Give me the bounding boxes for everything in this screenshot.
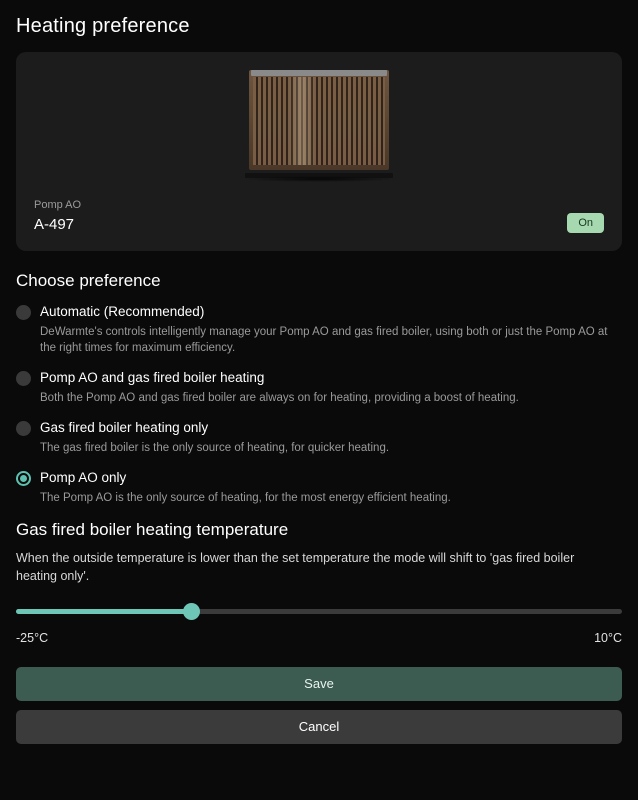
option-pump-only-description: The Pomp AO is the only source of heating, for the most energy efficient heating. [40,492,451,504]
radio-pump-and-boiler[interactable] [16,371,31,386]
option-automatic-description: DeWarmte's controls intelligently manage your Pomp AO and gas fired boiler, using both or just the Pomp AO at the right times for maximum efficiency. [40,326,608,354]
cancel-button[interactable]: Cancel [16,710,622,744]
temperature-section-title: Gas fired boiler heating temperature [16,520,289,539]
slider-thumb[interactable] [183,603,200,620]
option-automatic-texts [40,303,622,356]
device-top-panel [251,70,387,76]
option-pump-only[interactable] [16,469,622,506]
device-meta [34,199,81,233]
option-pump-and-boiler-description: Both the Pomp AO and gas fired boiler are always on for heating, providing a boost of heating. [40,392,519,404]
choose-preference-title: Choose preference [16,271,161,290]
option-boiler-only-label: Gas fired boiler heating only [40,420,209,435]
heat-pump-photo [243,70,395,182]
device-body [249,70,389,170]
slider-fill [16,609,192,614]
device-name: A-497 [34,216,75,233]
slider-min-label: -25°C [16,631,49,645]
option-automatic[interactable] [16,303,622,356]
option-pump-and-boiler-texts [40,369,622,406]
option-pump-and-boiler[interactable] [16,369,622,406]
device-shadow [243,176,395,182]
option-boiler-only-description: The gas fired boiler is the only source of heating, for quicker heating. [40,442,390,454]
radio-automatic[interactable] [16,305,31,320]
page-title: Heating preference [16,15,190,37]
save-button[interactable]: Save [16,667,622,701]
slider-max-label: 10°C [594,631,622,645]
radio-pump-only[interactable] [16,471,31,486]
temperature-description: When the outside temperature is lower than the set temperature the mode will shift to 'gas fired boiler heating only'. [16,551,575,583]
option-pump-only-texts [40,469,622,506]
status-badge: On [567,213,604,233]
option-pump-and-boiler-label: Pomp AO and gas fired boiler heating [40,370,265,385]
option-pump-only-label: Pomp AO only [40,470,127,485]
device-highlight [289,77,315,165]
device-type-label: Pomp AO [34,199,82,211]
device-slats [253,77,385,165]
option-boiler-only[interactable] [16,419,622,456]
temperature-slider[interactable] [16,603,622,621]
radio-boiler-only[interactable] [16,421,31,436]
slider-labels [16,631,622,645]
device-card [16,52,622,251]
device-image-wrap [16,52,622,182]
option-automatic-label: Automatic (Recommended) [40,304,205,319]
option-boiler-only-texts [40,419,622,456]
